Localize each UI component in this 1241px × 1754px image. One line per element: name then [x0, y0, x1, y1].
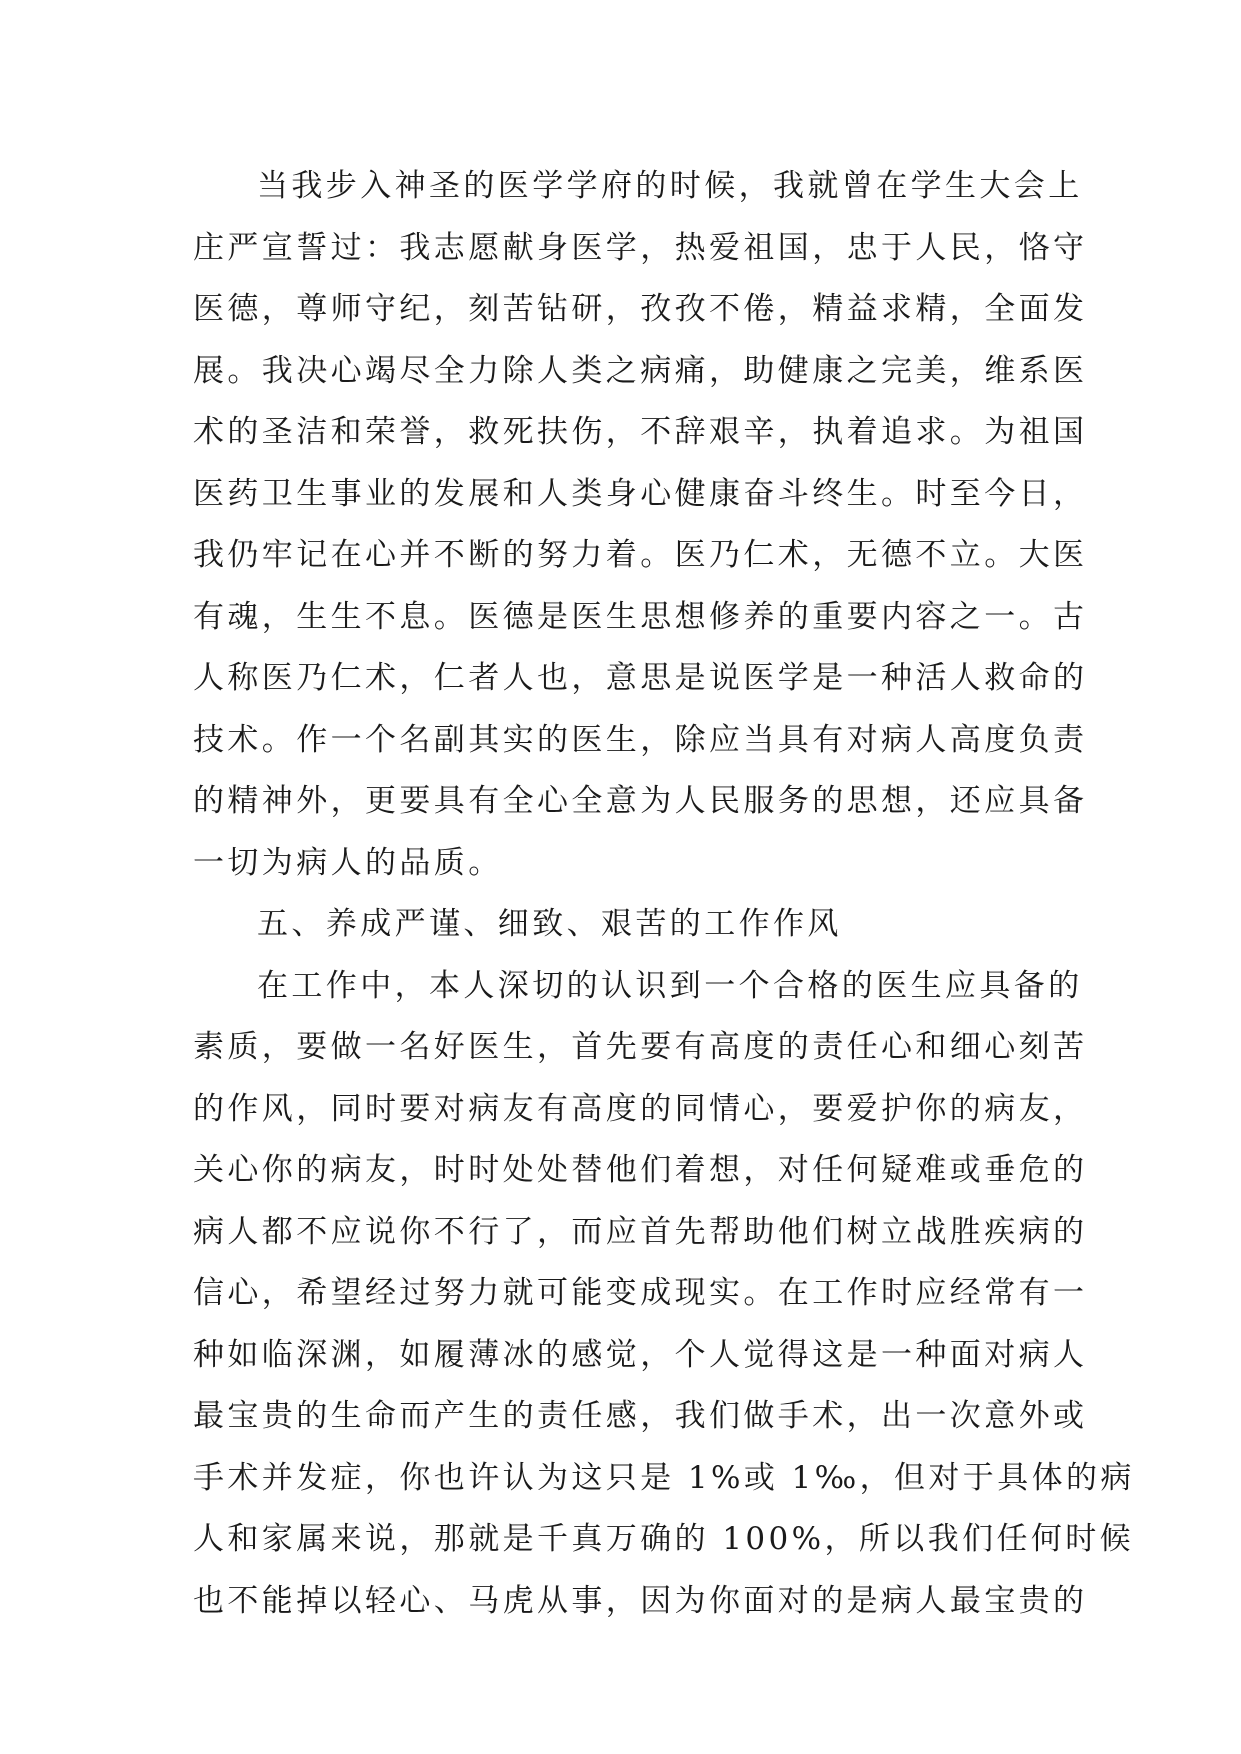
- paragraph-line: 最宝贵的生命而产生的责任感，我们做手术，出一次意外或: [193, 1398, 1088, 1434]
- paragraph-line: 我仍牢记在心并不断的努力着。医乃仁术，无德不立。大医: [193, 537, 1088, 573]
- paragraph-line: 医德，尊师守纪，刻苦钻研，孜孜不倦，精益求精，全面发: [193, 291, 1088, 327]
- paragraph-line: 的作风，同时要对病友有高度的同情心，要爱护你的病友，: [193, 1090, 1088, 1127]
- paragraph-line: 当我步入神圣的医学学府的时候，我就曾在学生大会上: [257, 168, 1083, 204]
- paragraph-line: 术的圣洁和荣誉，救死扶伤，不辞艰辛，执着追求。为祖国: [193, 414, 1088, 450]
- paragraph-line: 展。我决心竭尽全力除人类之病痛，助健康之完美，维系医: [193, 352, 1088, 389]
- paragraph-line: 关心你的病友，时时处处替他们着想，对任何疑难或垂危的: [193, 1152, 1088, 1188]
- paragraph-line: 技术。作一个名副其实的医生，除应当具有对病人高度负责: [193, 721, 1088, 758]
- paragraph-line: 在工作中，本人深切的认识到一个合格的医生应具备的: [257, 967, 1083, 1004]
- paragraph-line: 一切为病人的品质。: [193, 844, 503, 881]
- paragraph-line: 也不能掉以轻心、马虎从事，因为你面对的是病人最宝贵的: [193, 1582, 1088, 1619]
- paragraph-line: 的精神外，更要具有全心全意为人民服务的思想，还应具备: [193, 783, 1088, 819]
- section-heading: 五、养成严谨、细致、艰苦的工作作风: [257, 906, 842, 942]
- paragraph-line: 手术并发症，你也许认为这只是 1%或 1‰，但对于具体的病: [193, 1459, 1135, 1496]
- paragraph-line: 素质，要做一名好医生，首先要有高度的责任心和细心刻苦: [193, 1029, 1088, 1065]
- paragraph-line: 医药卫生事业的发展和人类身心健康奋斗终生。时至今日，: [193, 475, 1088, 512]
- paragraph-line: 病人都不应说你不行了，而应首先帮助他们树立战胜疾病的: [193, 1213, 1088, 1250]
- paragraph-line: 信心，希望经过努力就可能变成现实。在工作时应经常有一: [193, 1275, 1088, 1311]
- paragraph-line: 人和家属来说，那就是千真万确的 100%，所以我们任何时候: [193, 1521, 1135, 1557]
- paragraph-line: 人称医乃仁术，仁者人也，意思是说医学是一种活人救命的: [193, 660, 1088, 696]
- body-text: [193, 156, 1135, 1632]
- paragraph-line: 有魂，生生不息。医德是医生思想修养的重要内容之一。古: [193, 598, 1088, 635]
- paragraph-line: 庄严宣誓过：我志愿献身医学，热爱祖国，忠于人民，恪守: [193, 229, 1088, 266]
- paragraph-line: 种如临深渊，如履薄冰的感觉，个人觉得这是一种面对病人: [193, 1336, 1088, 1373]
